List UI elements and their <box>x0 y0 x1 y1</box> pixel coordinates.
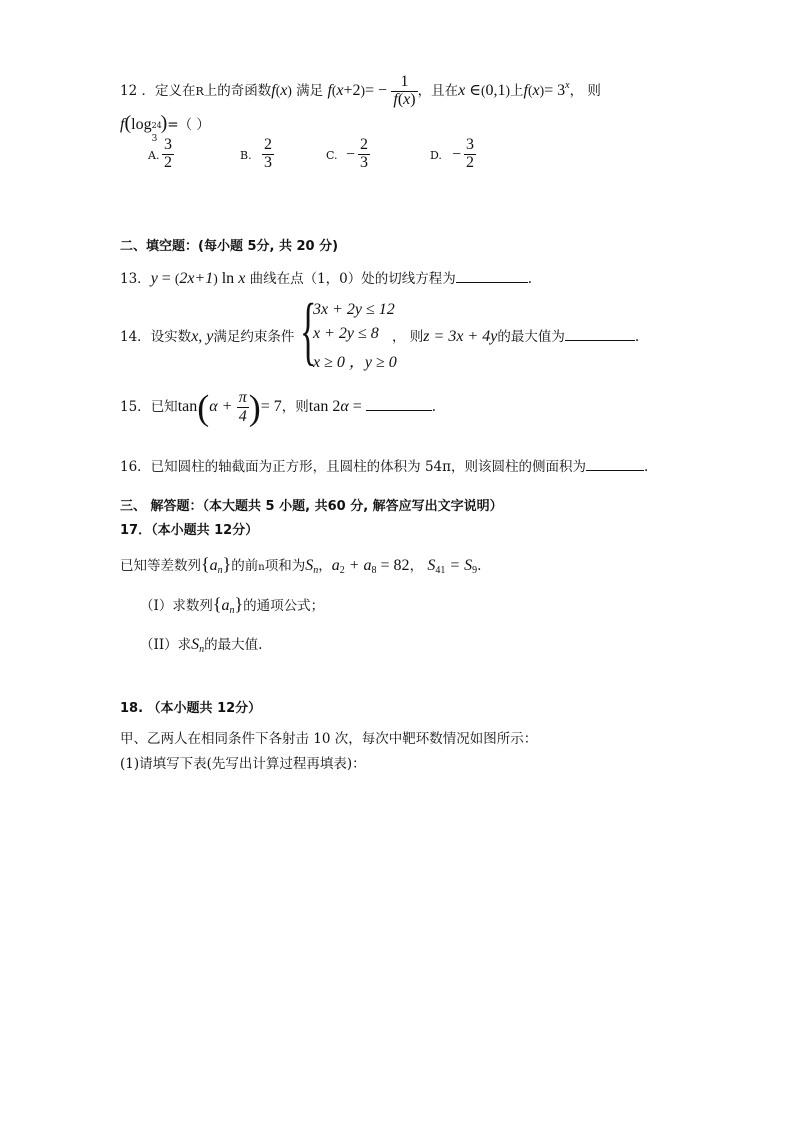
q12-fraction: $\frac{1}{f(x)}$ <box>393 73 416 108</box>
option-b-label[interactable]: B. <box>240 149 252 162</box>
q15-answer-blank[interactable] <box>366 396 432 411</box>
option-a-value[interactable]: $\frac{3}{2}$ <box>164 136 172 171</box>
q16: 16．已知圆柱的轴截面为正方形，且圆柱的体积为 54π，则该圆柱的侧面积为 . <box>120 456 648 478</box>
q14-answer-blank[interactable] <box>565 326 635 341</box>
section-2-heading: 二、填空题：(每小题 5分, 共 20 分) <box>120 239 339 254</box>
option-c-label[interactable]: C. <box>326 149 338 162</box>
q14-suffix: ， 则z = 3x + 4y的最大值为 . <box>392 328 640 345</box>
q18-line-2: (1)请填写下表(先写出计算过程再填表)： <box>120 756 366 772</box>
q17-statement: 已知等差数列$\{a_n\}$的前n项和为$S_n$，$a_2 + a_8 = 82$， $S_{41} = S_9$. <box>120 554 482 576</box>
option-a-label[interactable]: A. <box>148 149 160 162</box>
q12-number: 12 <box>120 83 138 99</box>
q18-header: 18. （本小题共 12分） <box>120 701 262 716</box>
q17-header: 17．（本小题共 12分） <box>120 523 259 538</box>
q14-brace: { <box>300 289 317 373</box>
option-d-label[interactable]: D. <box>430 149 442 162</box>
q17-part-2: （II）求$S_n$的最大值. <box>140 636 263 655</box>
q17-part-1: （I）求数列$\{a_n\}$的通项公式； <box>140 594 325 616</box>
q12-line2: f(log 24 3 )=（ ） <box>120 112 210 144</box>
q13: 13．y = (2x+1) ln x 曲线在点（1，0）处的切线方程为 . <box>120 270 533 287</box>
q15-fraction: $\frac{\pi}{4}$ <box>238 389 247 425</box>
q15: 15．已知tan(α + $\frac{\pi}{4}$ )= 7，则tan 2α = . <box>120 387 437 428</box>
q16-answer-blank[interactable] <box>586 456 644 471</box>
q14-constraint-1: 3x + 2y ≤ 12 <box>313 301 395 318</box>
option-b-value[interactable]: $\frac{2}{3}$ <box>264 136 272 171</box>
q14-prefix: 14．设实数x, y满足约束条件 <box>120 328 295 345</box>
q14-constraint-2: x + 2y ≤ 8 <box>313 325 379 342</box>
q13-answer-blank[interactable] <box>456 268 528 283</box>
q12-line1: 12 ．定义在R上的奇函数f(x) 满足 f(x+2)= − $\frac{1}{f(x)}$ ，且在x ∈(0,1)上$f(x)= 3^x$， 则 <box>120 73 601 108</box>
option-d-value[interactable]: $\frac{3}{2}$ <box>466 136 474 171</box>
section-3-heading: 三、 解答题：（本大题共 5 小题, 共60 分, 解答应写出文字说明） <box>120 499 503 514</box>
option-c-value[interactable]: $\frac{2}{3}$ <box>360 136 368 171</box>
q18-line-1: 甲、乙两人在相同条件下各射击 10 次，每次中靶环数情况如图所示： <box>120 731 538 747</box>
q14-constraint-3: x ≥ 0 ，y ≥ 0 <box>313 354 397 371</box>
